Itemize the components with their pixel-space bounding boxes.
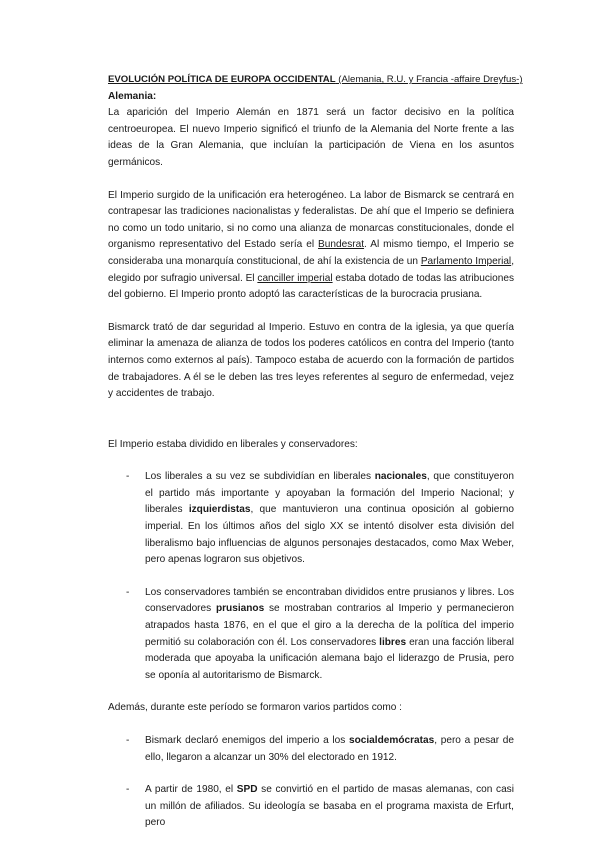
paragraph-partidos: Además, durante este período se formaron varios partidos como : (108, 702, 402, 714)
list-item-socialdemocratas: - Bismark declaró enemigos del imperio a los socialdemócratas, pero a pesar de ello, llegaron a alcanzar un 30% del electorado en 1912. (126, 735, 514, 763)
paragraph-unification: El Imperio surgido de la unificación era heterogéneo. La labor de Bismarck se centrará en contrapesar las tradiciones nacionalistas y federalistas. De ahí que el Imperio se definiera no como un todo unitario, si no como una alianza de monarcas constitucionales, donde el organismo representativo del Estado sería el Bundesrat. Al mismo tiempo, el Imperio se consideraba una monarquía constitucional, de ahí la existencia de un Parlamento Imperial, elegido por sufragio universal. El canciller imperial estaba dotado de todas las atribuciones del gobierno. El Imperio pronto adoptó las características de la burocracia prusiana. (108, 189, 515, 301)
dash-bullet: - (126, 586, 130, 598)
paragraph-division: El Imperio estaba dividido en liberales y conservadores: (108, 438, 358, 450)
dash-bullet: - (126, 735, 130, 746)
party-list (108, 782, 514, 832)
list-item-spd: - A partir de 1980, el SPD se convirtió en el partido de masas alemanas, con casi un millón de afiliados. Su ideología se basaba en el programa maxista de Erfurt, pero (126, 784, 514, 829)
party-list (108, 585, 514, 685)
list-item-conservadores: - Los conservadores también se encontraban divididos entre prusianos y libres. Los conservadores prusianos se mostraban contrarios al Imperio y permanecieron atrapados hasta 1876, en el que el giro a la derecha de la política del imperio permitió su colaboración con él. Los conservadores libres eran una facción liberal moderada que apoyaba la unificación alemana bajo el liderazgo de Prusia, pero se oponía al autoritarismo de Bismarck. (126, 586, 514, 681)
dash-bullet: - (126, 784, 130, 796)
term-canciller-imperial: canciller imperial (257, 272, 333, 284)
paragraph-intro: La aparición del Imperio Alemán en 1871 será un factor decisivo en la política centroeuropea. El nuevo Imperio significó el triunfo de la Alemania del Norte frente a las ideas de la Gran Alemania, que incluían la participación de Viena en los asuntos germánicos. (108, 107, 514, 168)
dash-bullet: - (126, 471, 130, 483)
term-bundesrat: Bundesrat (318, 239, 365, 251)
party-list (108, 733, 514, 766)
paragraph-bismarck: Bismarck trató de dar seguridad al Imperio. Estuvo en contra de la iglesia, ya que quería eliminar la amenaza de alianza de todos los poderes católicos en contra del Imperio (tanto internos como externos al país). Tampoco estaba de acuerdo con la formación de partidos de trabajadores. A él se le deben las tres leyes referentes al seguro de enfermedad, vejez y accidentes de trabajo. (108, 321, 514, 400)
section-heading: Alemania: (108, 90, 157, 102)
term-parlamento-imperial: Parlamento Imperial (420, 255, 512, 267)
party-list (108, 469, 514, 569)
list-item-liberales: - Los liberales a su vez se subdividían en liberales nacionales, que constituyeron el partido más importante y apoyaban la formación del Imperio Nacional; y liberales izquierdistas, que mantuvieron una continua oposición al gobierno imperial. En los últimos años del siglo XX se intentó disolver esta división del liberalismo bajo influencias de algunos personajes destacados, como Max Weber, pero apenas lograron sus objetivos. (126, 471, 514, 566)
document-title: EVOLUCIÓN POLÍTICA DE EUROPA OCCIDENTAL (Alemania, R.U. y Francia -affaire Dreyfus-) (108, 74, 523, 85)
